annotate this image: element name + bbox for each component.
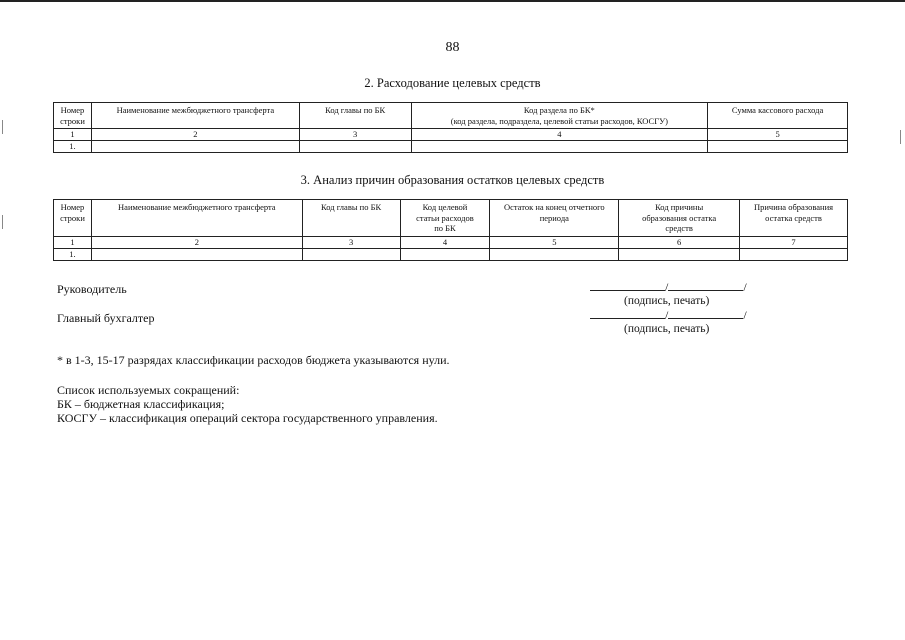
table-cell[interactable] — [619, 248, 740, 260]
head-signature-label: Руководитель — [57, 282, 127, 296]
header-period-end-balance: Остаток на конец отчетного периода — [490, 200, 619, 237]
column-number: 3 — [299, 129, 411, 141]
head-signature-caption: (подпись, печать) — [624, 295, 710, 307]
table-row — [54, 248, 848, 260]
page-top-edge — [0, 0, 905, 2]
table-row — [54, 140, 848, 152]
header-target-item-code: Код целевой статьи расходов по БК — [400, 200, 490, 237]
column-number: 6 — [619, 236, 740, 248]
header-chapter-code: Код главы по БК — [299, 103, 411, 129]
header-cash-expense: Сумма кассового расхода — [708, 103, 848, 129]
header-row-number: Номер строки — [54, 103, 92, 129]
name-blank[interactable] — [668, 280, 743, 291]
column-number: 7 — [740, 236, 848, 248]
head-signature-line[interactable] — [590, 280, 747, 295]
section-3-title: 3. Анализ причин образования остатков целевых средств — [300, 173, 605, 187]
chief-accountant-signature-label: Главный бухгалтер — [57, 311, 155, 325]
header-section-code: Код раздела по БК* (код раздела, подраздела, целевой статьи расходов, КОСГУ) — [411, 103, 708, 129]
section-2-title: 2. Расходование целевых средств — [364, 76, 541, 90]
header-reason-code: Код причины образования остатка средств — [619, 200, 740, 237]
header-chapter-code: Код главы по БК — [302, 200, 400, 237]
signature-separator: / — [743, 280, 747, 294]
signature-blank[interactable] — [590, 280, 665, 291]
table-cell[interactable] — [740, 248, 848, 260]
abbreviation-item: КОСГУ – классификация операций сектора государственного управления. — [57, 411, 438, 425]
chief-accountant-signature-caption: (подпись, печать) — [624, 323, 710, 335]
header-transfer-name: Наименование межбюджетного трансферта — [91, 200, 302, 237]
table-cell[interactable] — [299, 140, 411, 152]
signature-separator: / — [665, 280, 669, 294]
column-number: 5 — [490, 236, 619, 248]
column-number: 1 — [54, 129, 92, 141]
signature-separator: / — [665, 308, 669, 322]
column-number: 2 — [91, 236, 302, 248]
residuals-table-header-row — [54, 200, 848, 237]
header-row-number: Номер строки — [54, 200, 92, 237]
footnote: * в 1-3, 15-17 разрядах классификации расходов бюджета указываются нули. — [57, 353, 450, 367]
abbreviations-title: Список используемых сокращений: — [57, 383, 240, 397]
column-number: 3 — [302, 236, 400, 248]
table-cell[interactable] — [91, 140, 299, 152]
row-number-cell[interactable]: 1. — [54, 248, 92, 260]
residuals-table — [53, 199, 848, 261]
scan-mark-left-2 — [2, 215, 3, 229]
signature-separator: / — [743, 308, 747, 322]
spending-table-header-row — [54, 103, 848, 129]
table-cell[interactable] — [411, 140, 708, 152]
table-cell[interactable] — [490, 248, 619, 260]
header-reason: Причина образования остатка средств — [740, 200, 848, 237]
chief-accountant-signature-line[interactable] — [590, 308, 747, 323]
column-number: 2 — [91, 129, 299, 141]
table-cell[interactable] — [400, 248, 490, 260]
abbreviation-item: БК – бюджетная классификация; — [57, 397, 225, 411]
row-number-cell[interactable]: 1. — [54, 140, 92, 152]
scan-mark-right — [900, 130, 901, 144]
residuals-table-column-numbers — [54, 236, 848, 248]
spending-table-column-numbers — [54, 129, 848, 141]
table-cell[interactable] — [302, 248, 400, 260]
header-transfer-name: Наименование межбюджетного трансферта — [91, 103, 299, 129]
spending-table — [53, 102, 848, 153]
table-cell[interactable] — [91, 248, 302, 260]
column-number: 4 — [400, 236, 490, 248]
signature-blank[interactable] — [590, 308, 665, 319]
page-number: 88 — [445, 40, 460, 55]
scan-mark-left — [2, 120, 3, 134]
column-number: 1 — [54, 236, 92, 248]
name-blank[interactable] — [668, 308, 743, 319]
table-cell[interactable] — [708, 140, 848, 152]
column-number: 5 — [708, 129, 848, 141]
column-number: 4 — [411, 129, 708, 141]
